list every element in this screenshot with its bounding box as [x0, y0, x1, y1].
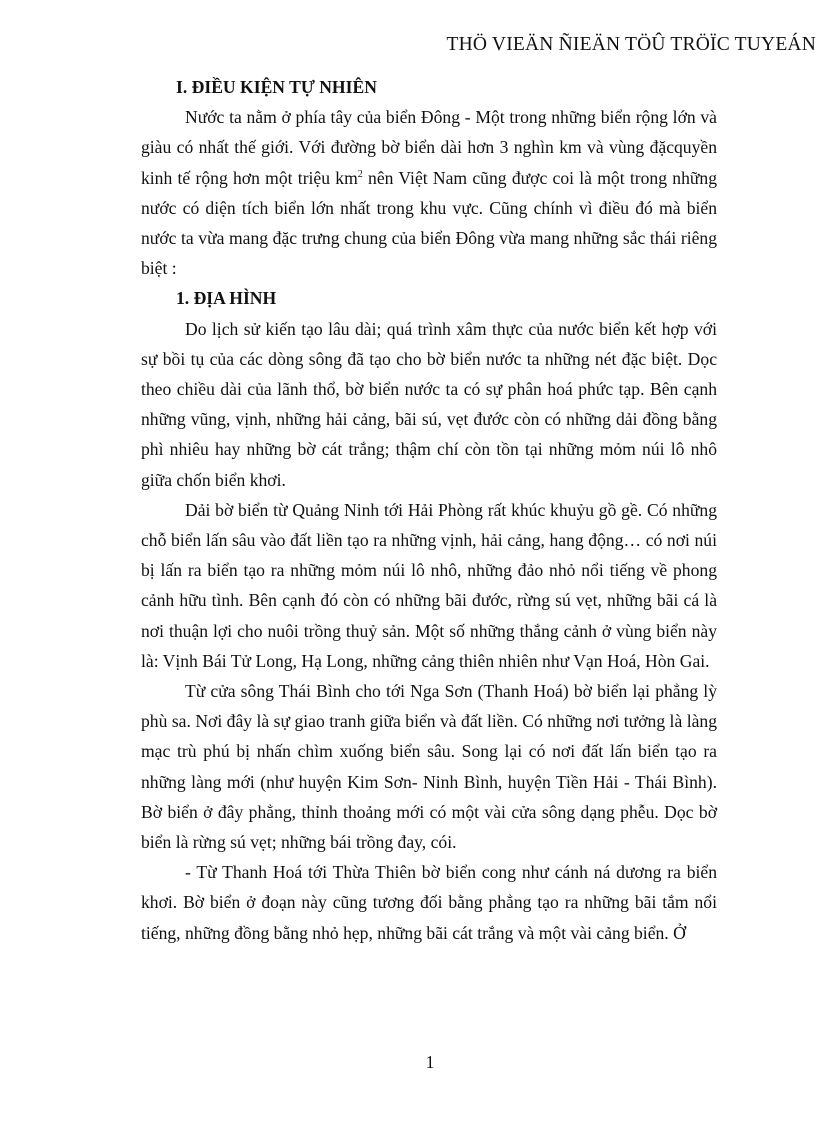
topography-paragraph-2: Dải bờ biển từ Quảng Ninh tới Hải Phòng rất khúc khuỷu gồ gề. Có những chỗ biển lấn sâu vào đất liền tạo ra những vịnh, hải cảng, hang động… có nơi núi bị lấn ra biển tạo ra những mỏm núi lô nhô, những đảo nhỏ nổi tiếng về phong cảnh hữu tình. Bên cạnh đó còn có những bãi đước, rừng sú vẹt, những bãi cá là nơi thuận lợi cho nuôi trồng thuỷ sản. Một số những thắng cảnh ở vùng biển này là: Vịnh Bái Tử Long, Hạ Long, những cảng thiên nhiên như Vạn Hoá, Hòn Gai.	[141, 499, 717, 671]
section-heading-natural-conditions: I. ĐIỀU KIỆN TỰ NHIÊN	[176, 77, 377, 97]
superscript-2: 2	[357, 168, 363, 180]
topography-paragraph-3: Từ cửa sông Thái Bình cho tới Nga Sơn (Thanh Hoá) bờ biển lại phẳng lỳ phù sa. Nơi đây là sự giao tranh giữa biển và đất liền. Có những nơi tưởng là làng mạc trù phú bị nhấn chìm xuống biển sâu. Song lại có nơi đất lấn biển tạo ra những làng mới (như huyện Kim Sơn- Ninh Bình, huyện Tiền Hải - Thái Bình). Bờ biển ở đây phẳng, thỉnh thoảng mới có một vài cửa sông dạng phễu. Dọc bờ biển là rừng sú vẹt; những bái trồng đay, cói.	[141, 681, 717, 853]
intro-text-b: nên Việt Nam cũng được coi là một trong những nước có diện tích biển lớn nhất trong khu vực. Cũng chính vì điều đó mà biển nước ta vừa mang đặc trưng chung của biển Đông vừa mang những sắc thái riêng biệt :	[141, 167, 717, 279]
intro-paragraph	[141, 102, 717, 283]
page-number: 1	[425, 1052, 435, 1072]
section-heading-topography: 1. ĐỊA HÌNH	[176, 288, 277, 309]
topography-paragraph-4: - Từ Thanh Hoá tới Thừa Thiên bờ biển cong như cánh ná dương ra biển khơi. Bờ biển ở đoạn này cũng tương đối bằng phẳng tạo ra những bãi tắm nổi tiếng, những đồng bằng nhỏ hẹp, những bãi cát trắng và một vài cảng biển. Ở	[141, 862, 717, 943]
topography-paragraph-1: Do lịch sử kiến tạo lâu dài; quá trình xâm thực của nước biển kết hợp với sự bồi tụ của các dòng sông đã tạo cho bờ biển nước ta những nét đặc biệt. Dọc theo chiều dài của lãnh thổ, bờ biển nước ta có sự phân hoá phức tạp. Bên cạnh những vũng, vịnh, những hải cảng, bãi sú, vẹt đước còn có những dải đồng bằng phì nhiêu hay những bờ cát trắng; thậm chí còn tồn tại những mỏm núi lô nhô giữa chốn biển khơi.	[141, 318, 717, 490]
intro-text-a: Nước ta nằm ở phía tây của biển Đông - Một trong những biển rộng lớn và giàu có nhất thế giới. Với đường bờ biển dài hơn 3 nghìn km và vùng đặcquyền kinh tế rộng hơn một triệu km	[141, 107, 717, 188]
document-body	[141, 72, 717, 948]
page-header: THÖ VIEÄN ÑIEÄN TÖÛ TRÖÏC TUYEÁN	[446, 34, 816, 55]
